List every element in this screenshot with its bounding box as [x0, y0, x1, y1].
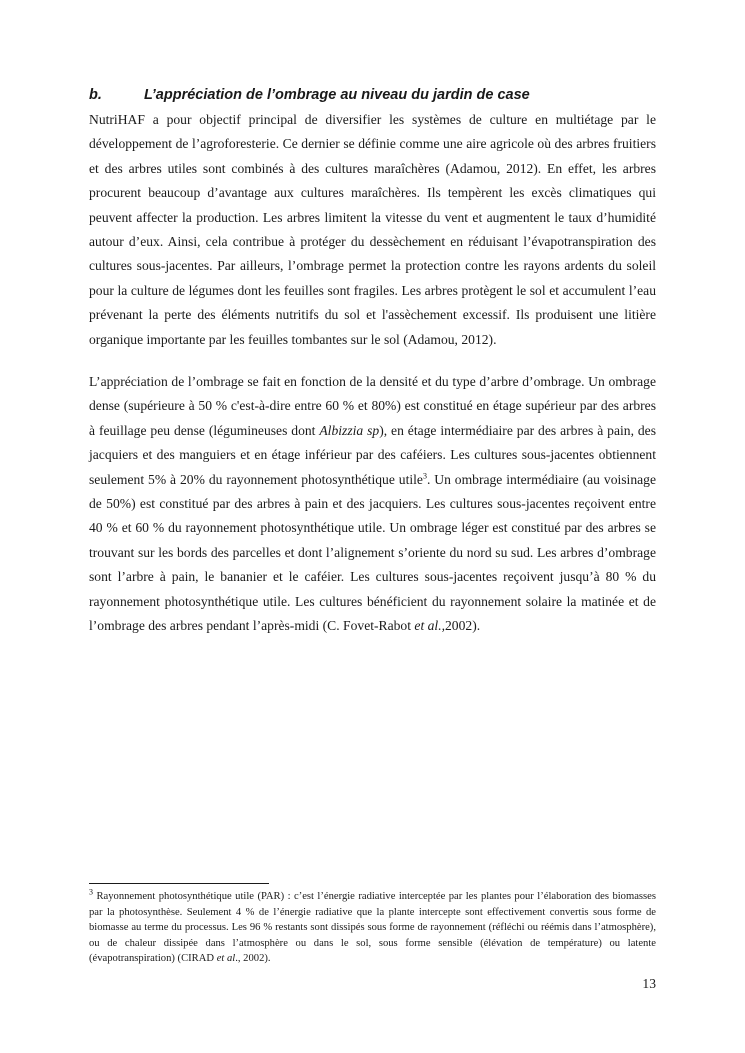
paragraph2-text-3: . Un ombrage intermédiaire (au voisinage de 50%) est constitué par des arbres à pain et des jacquiers. Les cultures sous-jacentes reçoivent entre 40 % et 60 % du rayonnement photosynthétique utile. Un ombrage léger est constitué par des arbres se trouvant sur les bords des parcelles et dont l’alignement s’oriente du nord su sud. Les arbres d’ombrage sont l’arbre à pain, le bananier et le caféier. Les cultures sous-jacentes reçoivent jusqu’à 80 % du rayonnement photosynthétique utile. Les cultures bénéficient du rayonnement solaire la matinée et de l’ombrage des arbres pendant l’après-midi (C. Fovet-Rabot [89, 471, 656, 634]
footnote-marker: 3 [89, 887, 93, 897]
footnote-text: Rayonnement photosynthétique utile (PAR) : c’est l’énergie radiative interceptée par les plantes pour l’élaboration des biomasses par la photosynthèse. Seulement 4 % de l’énergie radiative que la plante intercepte sont effectivement convertis sous forme de biomasse au terme du processus. Les 96 % restants sont dissipés sous forme de rayonnement (réfléchi ou réémis dans l’atmosphère), ou de chaleur dissipée dans l’atmosphère ou dans le sol, sous forme sensible (élévation de température) ou latente (évapotranspiration) (CIRAD [89, 891, 656, 964]
footnote-text-end: ., 2002). [235, 953, 271, 964]
species-name: Albizzia sp [319, 422, 380, 438]
paragraph2-text-1: L’appréciation de l’ombrage se fait en fonction de la densité et du type d’arbre d’ombrage. Un ombrage dense (supérieure à 50 % c'est-à-dire entre 60 % et 80%) est constitué en étage supérieur par des arbres à feuillage peu dense (légumineuses dont [89, 374, 656, 438]
page-number: 13 [642, 976, 656, 991]
footnote-et-al: et al [216, 953, 236, 964]
citation-et-al: et al., [414, 618, 445, 634]
footnote-reference[interactable]: 3 [422, 471, 427, 481]
footnote [89, 889, 656, 967]
paragraph-agroforestry: NutriHAF a pour objectif principal de diversifier les systèmes de culture en multiétage par le développement de l’agroforesterie. Ce dernier se définie comme une aire agricole où des arbres fruitiers et des arbres utiles sont combinés à des cultures maraîchères (Adamou, 2012). En effet, les arbres procurent beaucoup d’avantage aux cultures maraîchères. Ils tempèrent les excès climatiques qui peuvent affecter la production. Les arbres limitent la vitesse du vent et augmentent le taux d’humidité autour d’eux. Ainsi, cela contribue à protéger du dessèchement en réduisant l’évapotranspiration des cultures sous-jacentes. Par ailleurs, l’ombrage permet la protection contre les rayons ardents du soleil pour la culture de légumes dont les feuilles sont fragiles. Les arbres protègent le sol et accumulent l’eau prévenant la perte des éléments nutritifs du sol et l'assèchement excessif. Ils produisent une litière organique importante par les feuilles tombantes sur le sol (Adamou, 2012). [89, 112, 656, 347]
footnote-separator [89, 883, 269, 884]
paragraph2-text-4: 2002). [445, 618, 481, 634]
paragraph-shade-assessment [89, 370, 656, 638]
section-title: L’appréciation de l’ombrage au niveau du jardin de case [144, 87, 530, 103]
section-heading [89, 84, 669, 106]
section-number: b. [89, 87, 102, 103]
paragraph2-text-2: ), en étage intermédiaire par des arbres à pain, des jacquiers et des manguiers et en étage inférieur par des caféiers. Les cultures sous-jacentes obtiennent seulement 5% à 20% du rayonnement photosynthétique utile [89, 422, 657, 487]
